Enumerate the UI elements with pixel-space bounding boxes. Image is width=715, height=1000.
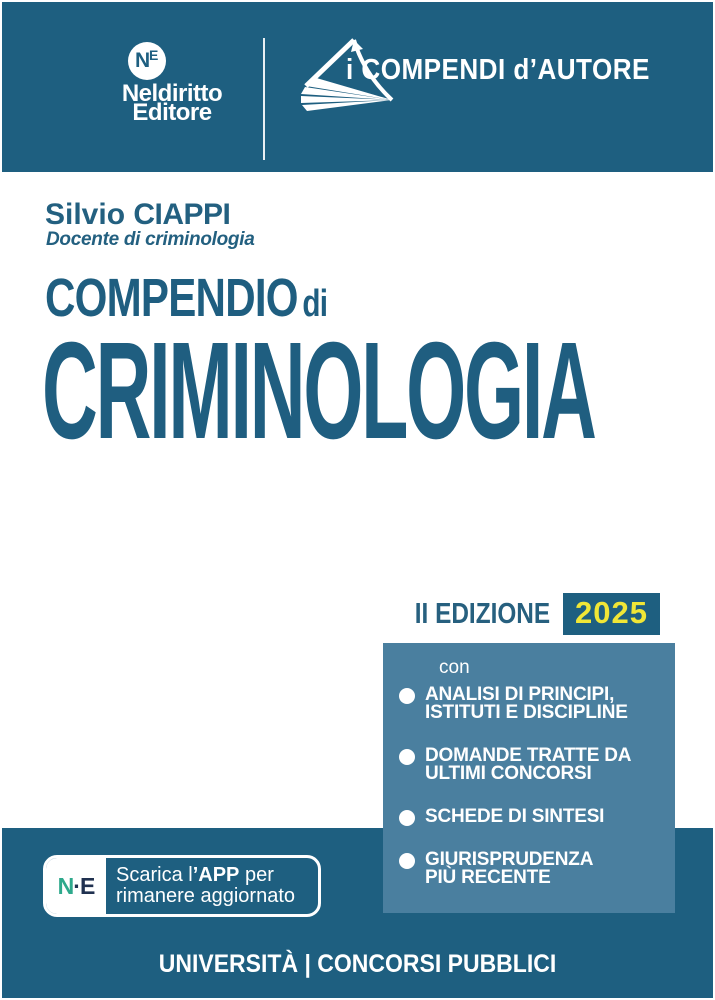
bullet-icon [399, 688, 415, 704]
feature-line: ANALISI DI PRINCIPI, [425, 684, 615, 705]
bullet-icon [399, 853, 415, 869]
header-divider [263, 38, 265, 160]
feature-text [425, 808, 604, 826]
feature-line: PIÙ RECENTE [425, 867, 551, 888]
footer-caption: UNIVERSITÀ | CONCORSI PUBBLICI [158, 950, 557, 978]
edition-year-badge: 2025 [563, 593, 660, 635]
ne-logo-icon [58, 873, 95, 900]
series-title: i COMPENDI d’AUTORE [346, 54, 650, 86]
publisher-logo-icon [128, 42, 166, 80]
feature-item [397, 851, 665, 887]
app-badge-line1 [116, 865, 318, 887]
app-badge-line1-post: per [239, 863, 274, 886]
feature-line: ULTIMI CONCORSI [425, 763, 592, 784]
feature-line: SCHEDE DI SINTESI [425, 806, 605, 827]
author-last-name: CIAPPI [133, 198, 231, 231]
author-role: Docente di criminologia [46, 229, 255, 250]
logo-monogram-e: E [149, 47, 159, 63]
title-small-word: di [302, 283, 328, 325]
feature-item [397, 808, 665, 826]
bullet-icon [399, 749, 415, 765]
app-badge-line1-bold: ’APP [192, 863, 240, 886]
feature-item [397, 686, 665, 722]
header-band [2, 2, 713, 172]
author-first-name: Silvio [45, 198, 126, 231]
author-name [45, 198, 230, 232]
feature-text [425, 851, 593, 887]
title-main-word: COMPENDIO [45, 268, 298, 328]
ne-logo-e: E [79, 872, 95, 899]
publisher-name-line1: Neldiritto [121, 80, 223, 107]
feature-text [425, 686, 628, 722]
feature-line: GIURISPRUDENZA [425, 849, 594, 870]
ne-logo-dot: · [73, 872, 80, 899]
bullet-icon [399, 810, 415, 826]
publisher-name [87, 80, 257, 126]
publisher-name-line2: Editore [132, 99, 212, 126]
app-badge-text [106, 858, 318, 914]
book-title-line2: CRIMINOLOGIA [42, 314, 595, 468]
edition-label: II EDIZIONE [414, 597, 551, 630]
ne-logo-n: N [57, 872, 74, 899]
feature-line: DOMANDE TRATTE DA [425, 745, 632, 766]
app-badge-logo [46, 858, 106, 914]
app-download-badge [43, 855, 321, 917]
features-intro: con [439, 657, 470, 678]
edition-row [389, 593, 660, 635]
feature-item [397, 747, 665, 783]
feature-text [425, 747, 631, 783]
logo-monogram-n: N [135, 49, 151, 72]
features-box [383, 643, 675, 913]
feature-line: ISTITUTI E DISCIPLINE [425, 702, 628, 723]
app-badge-line1-pre: Scarica l [116, 863, 193, 886]
app-badge-line2: rimanere aggiornato [116, 885, 295, 907]
